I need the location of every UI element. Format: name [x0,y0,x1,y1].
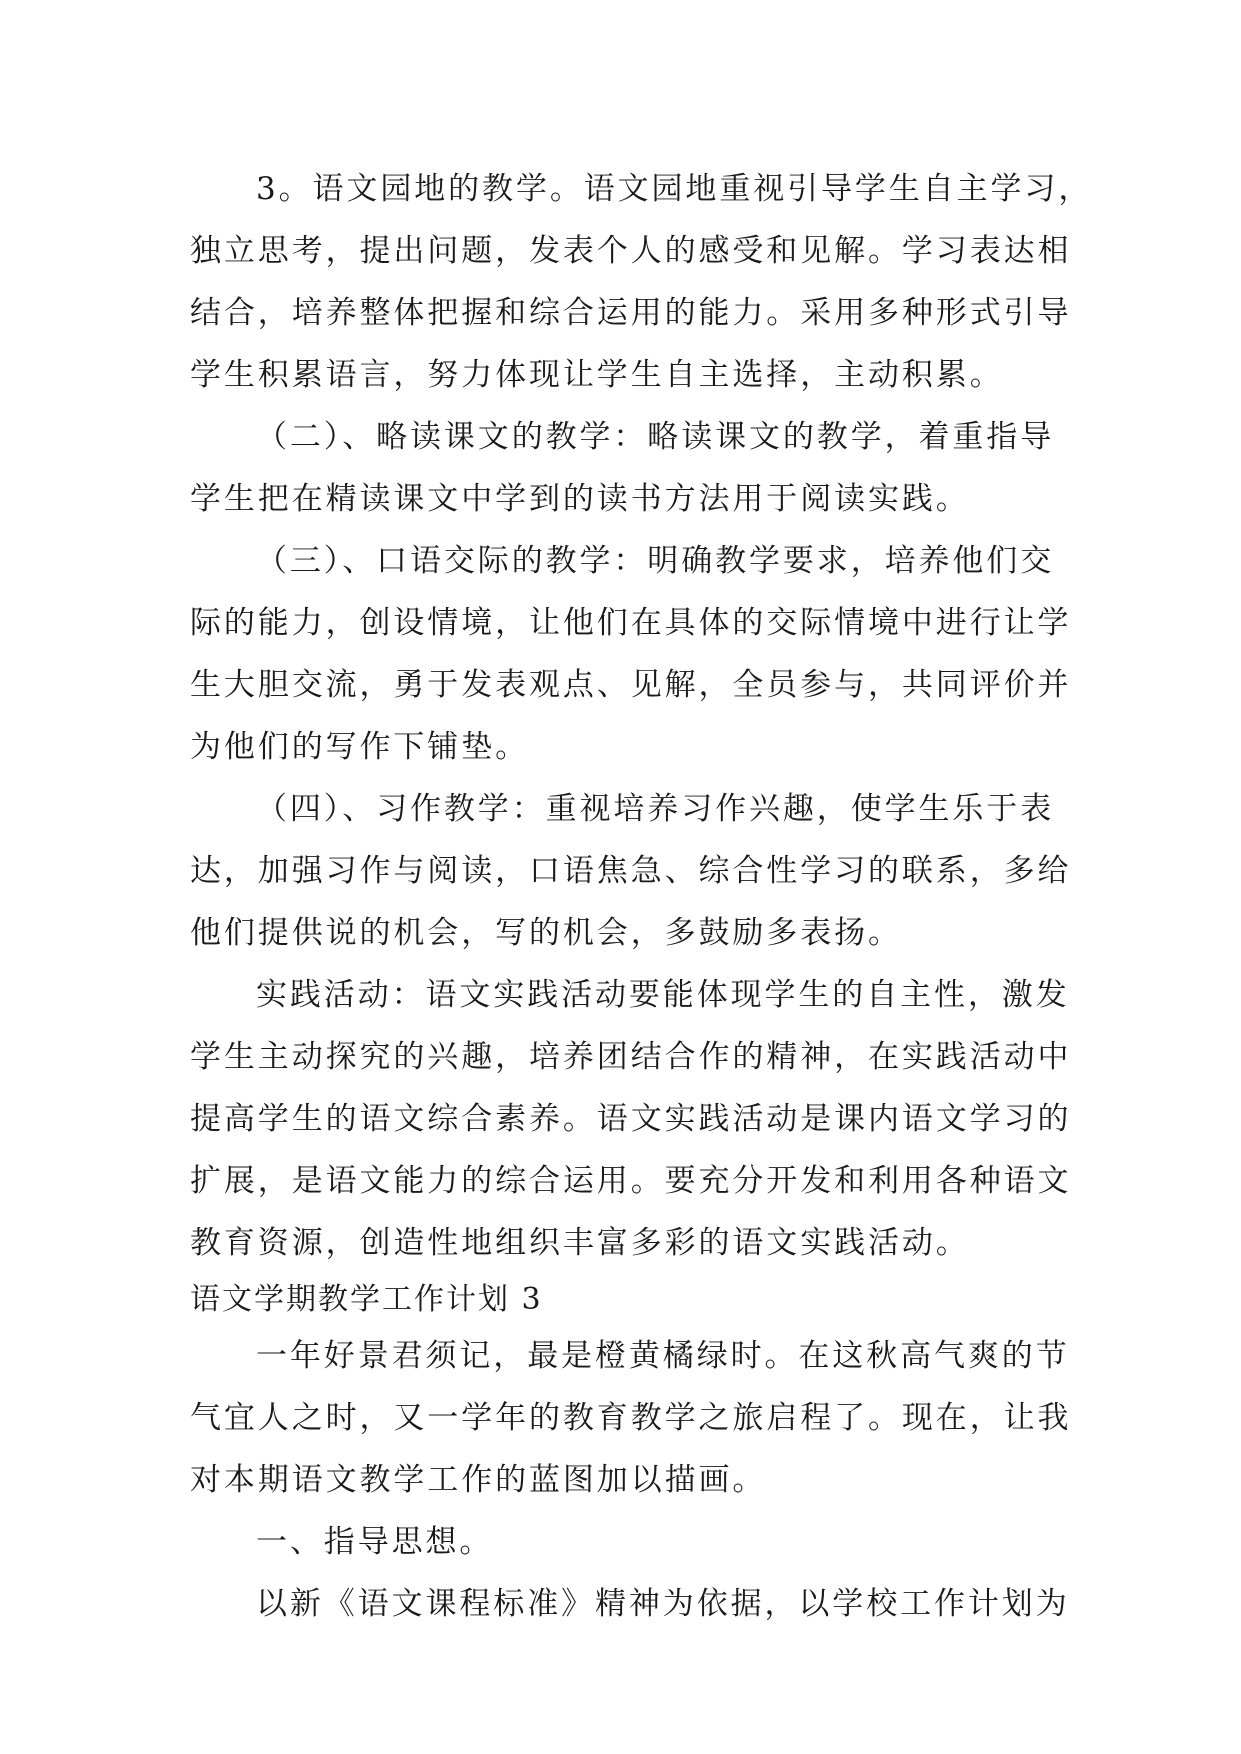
text-line: 3。语文园地的教学。语文园地重视引导学生自主学习， [256,171,1093,207]
paragraph [190,1573,1070,1635]
section-title: 语文学期教学工作计划 3 [190,1282,543,1317]
text-line: 际的能力，创设情境，让他们在具体的交际情境中进行让学 [190,605,1072,641]
text-line: （三）、口语交际的教学：明确教学要求，培养他们交 [256,543,1055,579]
text-line: 学生把在精读课文中学到的读书方法用于阅读实践。 [190,481,970,517]
text-line: 气宜人之时，又一学年的教育教学之旅启程了。现在，让我 [190,1400,1072,1436]
text-line: 他们提供说的机会，写的机会，多鼓励多表扬。 [190,915,902,951]
text-line: 对本期语文教学工作的蓝图加以描画。 [190,1462,767,1498]
text-line: 教育资源，创造性地组织丰富多彩的语文实践活动。 [190,1225,970,1261]
text-line: 独立思考，提出问题，发表个人的感受和见解。学习表达相 [190,233,1072,269]
paragraph [190,778,1072,964]
paragraph [190,530,1072,778]
text-line: （二）、略读课文的教学：略读课文的教学，着重指导 [256,419,1055,455]
text-line: 生大胆交流，勇于发表观点、见解，全员参与，共同评价并 [190,667,1072,703]
paragraph [190,406,1055,530]
text-line: 学生积累语言，努力体现让学生自主选择，主动积累。 [190,357,1004,393]
paragraph [190,964,1072,1274]
document-body [190,158,1093,1635]
text-line: 以新《语文课程标准》精神为依据，以学校工作计划为 [256,1586,1070,1622]
text-line: 达，加强习作与阅读，口语焦急、综合性学习的联系，多给 [190,853,1072,889]
subheading-text: 一、指导思想。 [256,1524,494,1560]
text-line: 实践活动：语文实践活动要能体现学生的自主性，激发 [256,977,1070,1013]
text-line: 提高学生的语文综合素养。语文实践活动是课内语文学习的 [190,1101,1072,1137]
paragraph [190,158,1093,406]
text-line: 为他们的写作下铺垫。 [190,729,529,765]
paragraph [190,1325,1072,1511]
text-line: 结合，培养整体把握和综合运用的能力。采用多种形式引导 [190,295,1072,331]
text-line: 学生主动探究的兴趣，培养团结合作的精神，在实践活动中 [190,1039,1072,1075]
subheading [190,1511,1050,1573]
text-line: 一年好景君须记，最是橙黄橘绿时。在这秋高气爽的节 [256,1338,1070,1374]
text-line: 扩展，是语文能力的综合运用。要充分开发和利用各种语文 [190,1163,1072,1199]
text-line: （四）、习作教学：重视培养习作兴趣，使学生乐于表 [256,791,1055,827]
